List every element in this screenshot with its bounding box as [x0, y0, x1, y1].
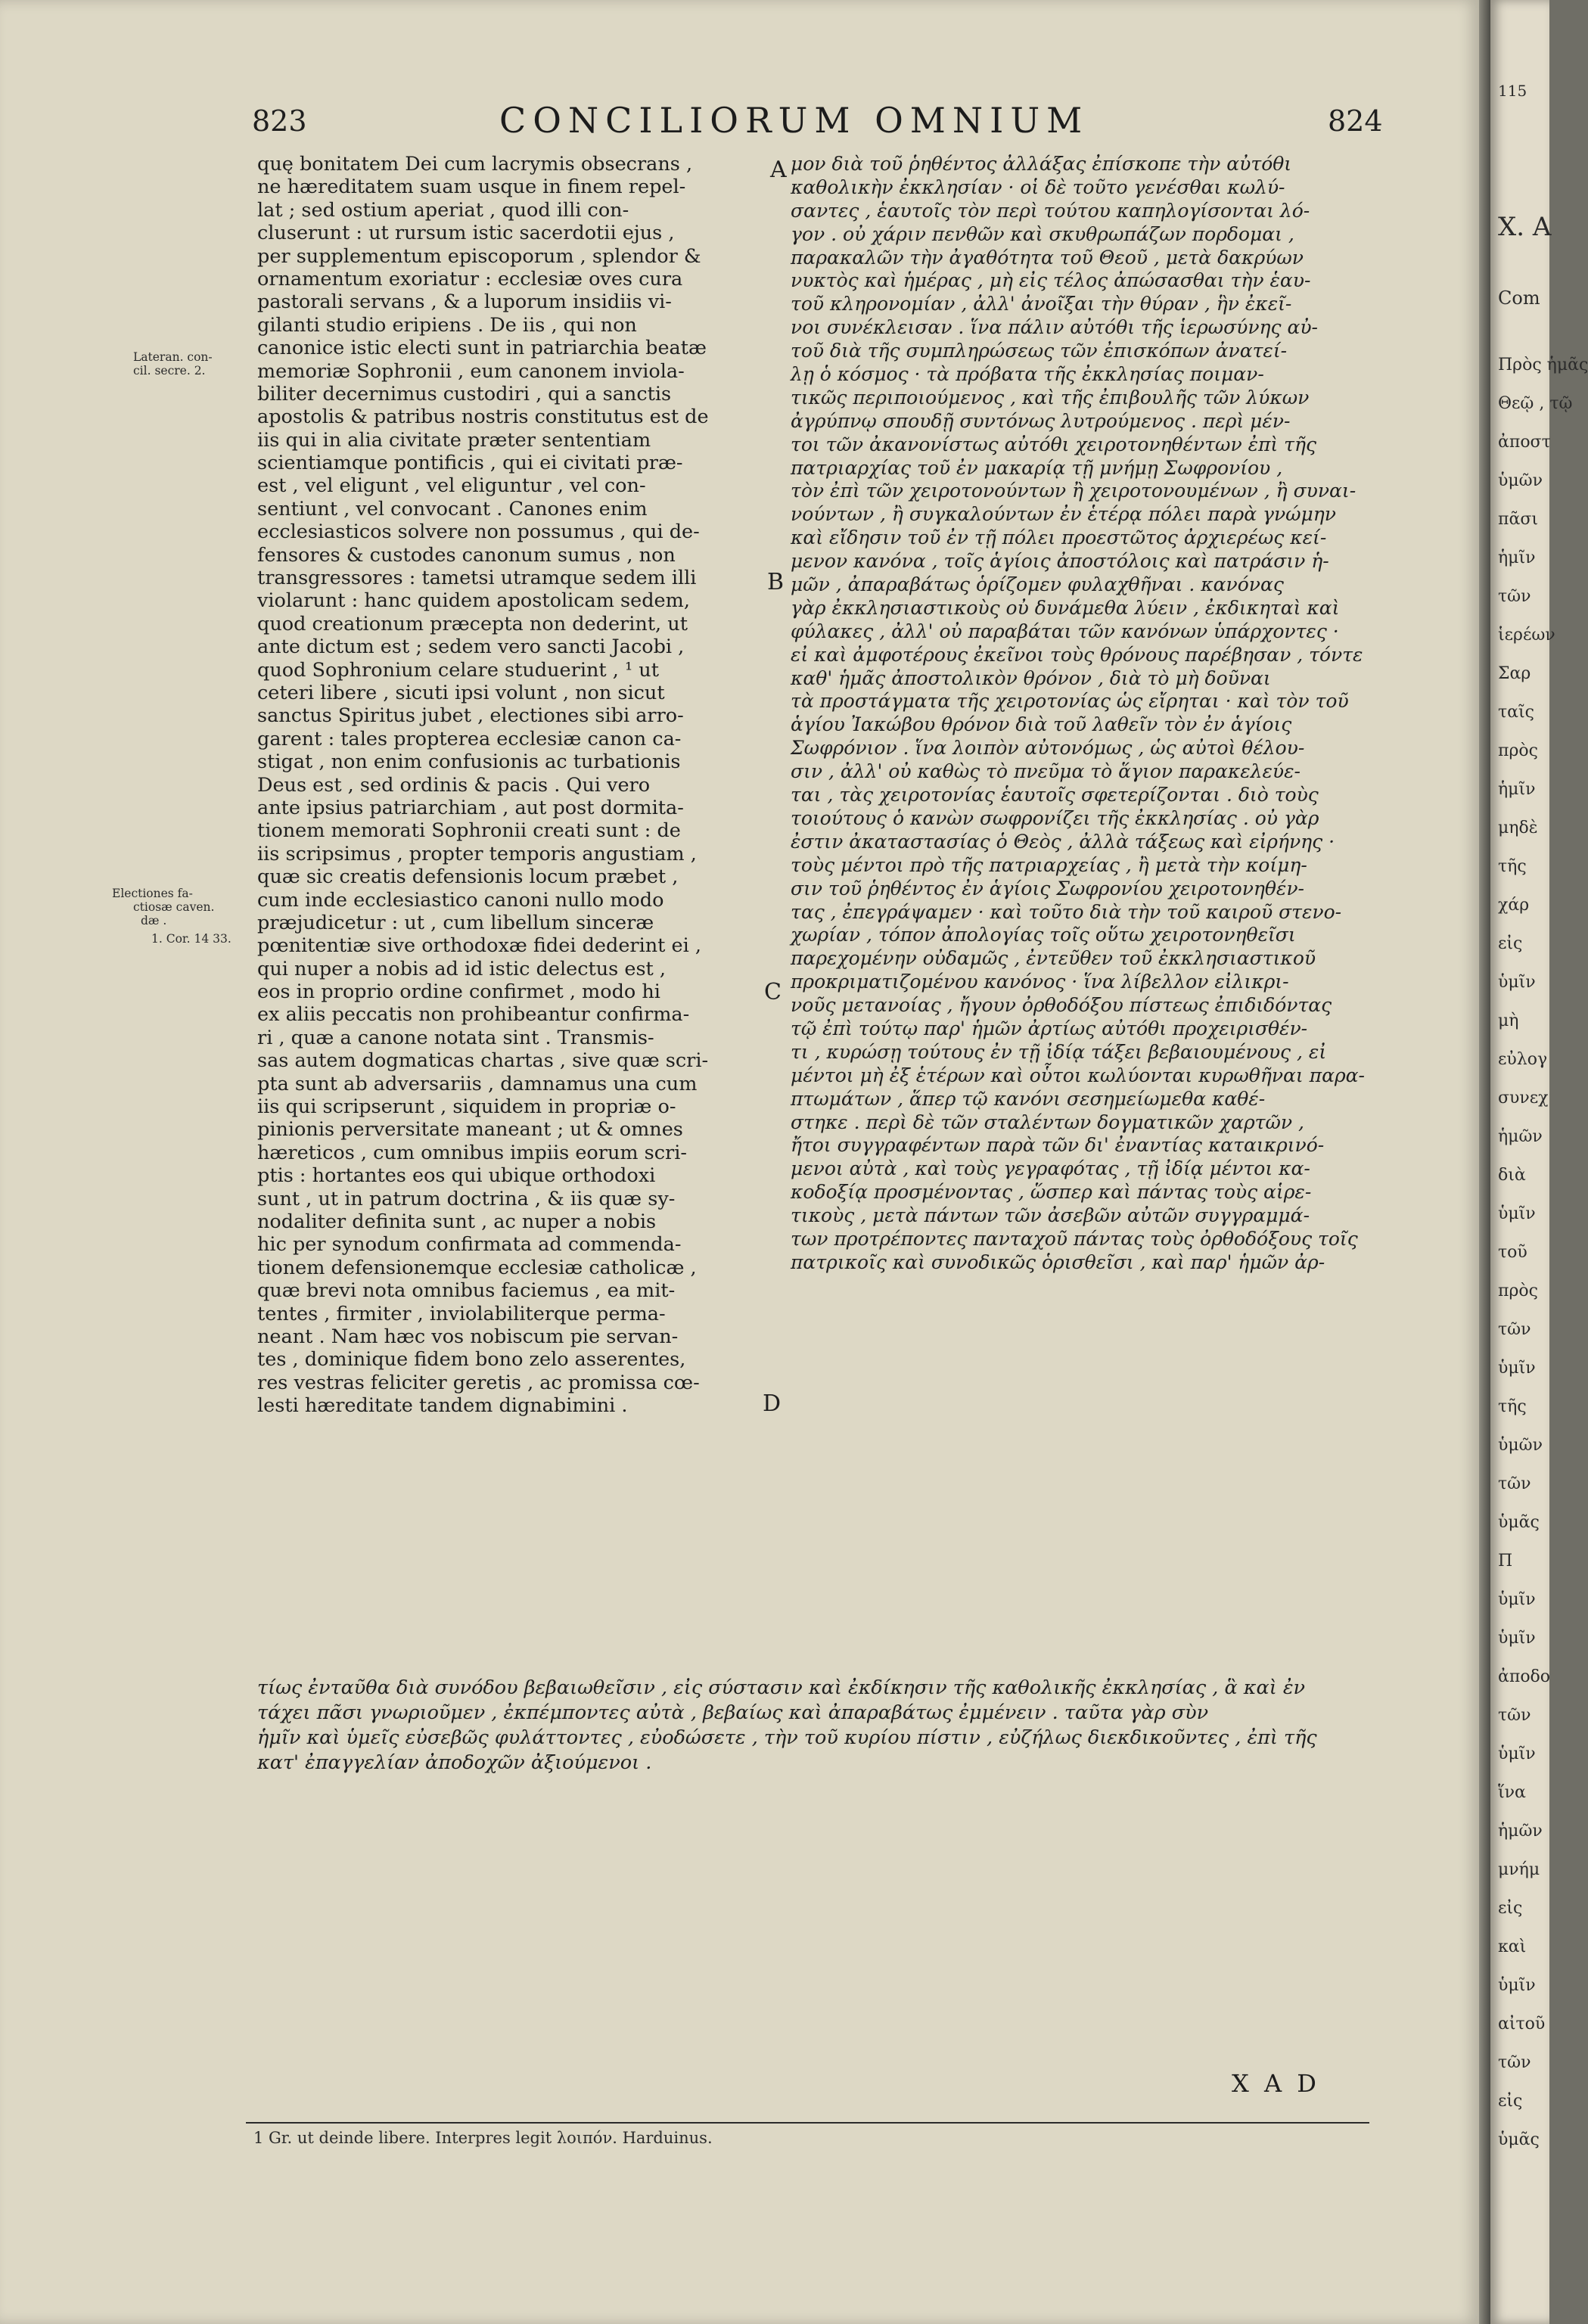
- facing-page-line: μὴ: [1498, 1011, 1519, 1030]
- facing-page-line: Θεῷ , τῷ: [1498, 394, 1573, 413]
- latin-line: ecclesiasticos solvere non possumus , qui de-: [257, 520, 700, 544]
- greek-line: σιν τοῦ ῥηθέντος ἐν ἁγίοις Σωφρονίου χειροτονηθέν-: [791, 877, 1304, 899]
- facing-page-edge: [1490, 0, 1588, 2324]
- greek-line: τας , ἐπεγράψαμεν · καὶ τοῦτο διὰ τὴν τοῦ καιροῦ στενο-: [791, 900, 1342, 923]
- facing-page-line: Π: [1498, 1552, 1513, 1571]
- latin-line: hic per synodum confirmata ad commenda-: [257, 1233, 682, 1257]
- greek-line: τι , κυρώσῃ τούτους ἐν τῇ ἰδίᾳ τάξει βεβαιουμένους , εἰ: [791, 1040, 1327, 1063]
- facing-page-line: ἱερέων: [1498, 626, 1555, 645]
- facing-page-line: ἀποδο: [1498, 1667, 1551, 1686]
- latin-line: tionem defensionemque ecclesiæ catholicæ ,: [257, 1256, 697, 1279]
- latin-line: ptis : hortantes eos qui ubique orthodoxi: [257, 1164, 656, 1188]
- latin-line: ex aliis peccatis non prohibeantur confirma-: [257, 1003, 690, 1027]
- latin-line: nodaliter definita sunt , ac nuper a nobis: [257, 1210, 657, 1233]
- facing-page-line: ὑμῖν: [1498, 1745, 1536, 1763]
- latin-line: est , vel eligunt , vel eliguntur , vel con-: [257, 474, 646, 498]
- margin-note-line: Lateran. con-: [133, 350, 213, 364]
- facing-page-line: εὐλογ: [1498, 1050, 1548, 1069]
- footnote: 1 Gr. ut deinde libere. Interpres legit λοιπόν. Harduinus.: [253, 2129, 713, 2147]
- greek-column: [791, 153, 1426, 1275]
- greek-line: Σωφρόνιον . ἵνα λοιπὸν αὐτονόμως , ὡς αὐτοὶ θέλου-: [791, 737, 1305, 760]
- facing-page-line: ἡμῶν: [1498, 1822, 1543, 1841]
- latin-line: cluserunt : ut rursum istic sacerdotii ejus ,: [257, 222, 675, 245]
- greek-line: μενον κανόνα , τοῖς ἁγίοις ἀποστόλοις καὶ πατράσιν ἡ-: [791, 550, 1329, 573]
- margin-note-line: dæ .: [141, 914, 167, 927]
- latin-line: ne hæreditatem suam usque in finem repel-: [257, 176, 686, 199]
- greek-line: παρεχομένην οὐδαμῶς , ἐντεῦθεν τοῦ ἐκκλησιαστικοῦ: [791, 947, 1316, 970]
- greek-line: τοῦ διὰ τῆς συμπληρώσεως τῶν ἐπισκόπων ἀνατεί-: [791, 340, 1288, 362]
- latin-line: lat ; sed ostium aperiat , quod illi con-: [257, 198, 629, 222]
- latin-line: iis scripsimus , propter temporis angustiam ,: [257, 842, 697, 865]
- margin-note-lateran: [133, 350, 213, 377]
- latin-line: apostolis & patribus nostris constitutus est de: [257, 405, 709, 429]
- facing-page-line: ἡμῖν: [1498, 780, 1536, 799]
- greek-line: τὰ προστάγματα τῆς χειροτονίας ὡς εἴρηται · καὶ τὸν τοῦ: [791, 690, 1349, 713]
- facing-page-line: διὰ: [1498, 1166, 1526, 1185]
- greek-line: καθ' ἡμᾶς ἀποστολικὸν θρόνον , διὰ τὸ μὴ δοῦναι: [791, 666, 1271, 689]
- facing-page-line: ὑμῶν: [1498, 471, 1543, 490]
- facing-page-line: αἰτοῦ: [1498, 2015, 1546, 2034]
- book-gutter: [1479, 0, 1490, 2324]
- facing-page-line: εἰς: [1498, 2092, 1523, 2111]
- greek-line: τοὺς μέντοι πρὸ τῆς πατριαρχείας , ἢ μετὰ τὴν κοίμη-: [791, 853, 1307, 876]
- page-number-right: 824: [1328, 104, 1383, 138]
- latin-line: qui nuper a nobis ad id istic delectus est ,: [257, 957, 667, 980]
- facing-page-number: 115: [1498, 82, 1527, 100]
- facing-page-line: ὑμῖν: [1498, 973, 1536, 992]
- running-title: CONCILIORUM OMNIUM: [499, 100, 1089, 141]
- facing-page-line: πᾶσι: [1498, 510, 1538, 529]
- latin-line: memoriæ Sophronii , eum canonem inviola-: [257, 359, 685, 383]
- facing-page-line: ὑμῖν: [1498, 1976, 1536, 1995]
- greek-line: ἐστιν ἀκαταστασίας ὁ Θεὸς , ἀλλὰ τάξεως καὶ εἰρήνης ·: [791, 830, 1335, 853]
- greek-line: νοι συνέκλεισαν . ἵνα πάλιν αὐτόθι τῆς ἱερωσύνης αὐ-: [791, 316, 1318, 339]
- facing-page-line: ἀποστ: [1498, 433, 1551, 452]
- facing-page-line: πρὸς: [1498, 741, 1538, 760]
- latin-line: quod creationum præcepta non dederint, ut: [257, 612, 688, 635]
- greek-line: των προτρέποντες πανταχοῦ πάντας τοὺς ὀρθοδόξους τοῖς: [791, 1227, 1358, 1250]
- greek-line: τικῶς περιποιούμενος , καὶ τῆς ἐπιβουλῆς τῶν λύκων: [791, 386, 1310, 409]
- facing-page-line: τῶν: [1498, 587, 1531, 606]
- greek-line: ται , τὰς χειροτονίας ἑαυτοῖς σφετερίζονται . διὸ τοὺς: [791, 784, 1319, 806]
- greek-line: νούντων , ἢ συγκαλούντων ἐν ἑτέρᾳ πόλει παρὰ γνώμην: [791, 503, 1336, 526]
- latin-line: Deus est , sed ordinis & pacis . Qui vero: [257, 773, 651, 797]
- margin-note-corinthians: 1. Cor. 14 33.: [151, 932, 232, 946]
- greek-line: σαντες , ἑαυτοῖς τὸν περὶ τούτου καπηλογίσονται λό-: [791, 199, 1310, 222]
- facing-page-line: ταῖς: [1498, 703, 1534, 722]
- margin-note-line: ctiosæ caven.: [133, 900, 215, 914]
- latin-line: neant . Nam hæc vos nobiscum pie servan-: [257, 1325, 679, 1348]
- facing-page-line: ἵνα: [1498, 1783, 1526, 1802]
- latin-line: quæ sic creatis defensionis locum præbet ,: [257, 865, 679, 889]
- facing-page-line: μηδὲ: [1498, 819, 1538, 837]
- facing-page-line: πρὸς: [1498, 1282, 1538, 1300]
- greek-line: λῃ ὁ κόσμος · τὰ πρόβατα τῆς ἐκκλησίας ποιμαν-: [791, 363, 1264, 386]
- greek-line: καὶ εἴδησιν τοῦ ἐν τῇ πόλει προεστῶτος ἀρχιερέως κεί-: [791, 527, 1327, 549]
- facing-page-line: συνεχ: [1498, 1089, 1549, 1108]
- greek-continuation-line: τίως ἐνταῦθα διὰ συνόδου βεβαιωθεῖσιν , εἰς σύστασιν καὶ ἐκδίκησιν τῆς καθολικῆς ἐκκλησίας , ἃ καὶ ἐν: [257, 1676, 1306, 1699]
- greek-line: προκριματιζομένου κανόνος · ἵνα λίβελλον εἰλικρι-: [791, 971, 1289, 993]
- margin-note-line: cil. secre. 2.: [133, 364, 206, 377]
- running-header: [0, 98, 1479, 151]
- latin-line: ornamentum exoriatur : ecclesiæ oves cura: [257, 267, 683, 290]
- greek-line: τοι τῶν ἀκανονίστως αὐτόθι χειροτονηθέντων ἐπὶ τῆς: [791, 433, 1316, 455]
- greek-line: τοῦ κληρονομίαν , ἀλλ' ἀνοῖξαι τὴν θύραν , ἣν ἐκεῖ-: [791, 293, 1292, 315]
- facing-page-line: Πρὸς ἡμᾶς: [1498, 356, 1588, 374]
- greek-line: γὰρ ἐκκλησιαστικοὺς οὐ δυνάμεθα λύειν , ἐκδικηταὶ καὶ: [791, 596, 1340, 619]
- greek-continuation-line: τάχει πᾶσι γνωριοῦμεν , ἐκπέμποντες αὐτὰ , βεβαίως καὶ ἀπαραβάτως ἐμμένειν . ταῦτα γὰρ σὺν: [257, 1701, 1209, 1724]
- section-letter-b: B: [767, 569, 785, 595]
- greek-line: ἀγρύπνῳ σπουδῇ συντόνως λυτρούμενος . περὶ μέν-: [791, 409, 1291, 432]
- latin-line: quod Sophronium celare studuerint , ¹ ut: [257, 658, 659, 682]
- greek-continuation-line: ἡμῖν καὶ ὑμεῖς εὐσεβῶς φυλάττοντες , εὐοδώσετε , τὴν τοῦ κυρίου πίστιν , εὐζήλως διεκδικοῦντες , ἐπὶ τῆς: [257, 1726, 1317, 1749]
- greek-line: ἁγίου Ἰακώβου θρόνον διὰ τοῦ λαθεῖν τὸν ἐν ἁγίοις: [791, 713, 1292, 736]
- latin-line: cum inde ecclesiastico canoni nullo modo: [257, 888, 664, 912]
- latin-line: ante ipsius patriarchiam , aut post dormita-: [257, 796, 684, 819]
- facing-page-line: μνήμ: [1498, 1860, 1540, 1879]
- section-letter-a: A: [770, 157, 787, 183]
- catchword: X A D: [1232, 2069, 1320, 2098]
- latin-line: quæ brevi nota omnibus faciemus , ea mit-: [257, 1279, 676, 1303]
- margin-note-electiones: [112, 887, 214, 927]
- latin-line: tionem memorati Sophronii creati sunt : de: [257, 819, 681, 843]
- greek-line: νυκτὸς καὶ ἡμέρας , μὴ εἰς τέλος ἀπώσασθαι τὴν ἑαυ-: [791, 269, 1311, 292]
- latin-line: iis qui scripserunt , siquidem in propriæ o-: [257, 1095, 676, 1119]
- latin-line: gilanti studio eripiens . De iis , qui non: [257, 313, 637, 337]
- latin-line: transgressores : tametsi utramque sedem illi: [257, 567, 697, 590]
- facing-page-line: χάρ: [1498, 896, 1530, 915]
- latin-line: biliter decernimus custodiri , qui a sanctis: [257, 382, 672, 405]
- greek-line: ἤτοι συγγραφέντων παρὰ τῶν δι' ἐναντίας καταικρινό-: [791, 1134, 1325, 1157]
- facing-page-line: ἡμῖν: [1498, 548, 1536, 567]
- latin-line: sas autem dogmaticas chartas , sive quæ scri-: [257, 1049, 709, 1073]
- greek-line: τῷ ἐπὶ τούτῳ παρ' ἡμῶν ἀρτίως αὐτόθι προχειρισθέν-: [791, 1017, 1308, 1039]
- facing-page-line: τοῦ: [1498, 1243, 1527, 1262]
- latin-line: præjudicetur : ut , cum libellum sinceræ: [257, 911, 654, 934]
- facing-page-line: τῆς: [1498, 857, 1527, 876]
- latin-line: scientiamque pontificis , qui ei civitati præ-: [257, 452, 683, 475]
- facing-page-line: εἰς: [1498, 934, 1523, 953]
- facing-page-line: ὑμῶν: [1498, 1436, 1543, 1455]
- latin-line: eos in proprio ordine confirmet , modo hi: [257, 980, 660, 1004]
- greek-line: χωρίαν , τόπον ἀπολογίας τοῖς οὕτω χειροτονηθεῖσι: [791, 924, 1296, 946]
- latin-line: stigat , non enim confusionis ac turbationis: [257, 750, 681, 774]
- greek-line: μον διὰ τοῦ ῥηθέντος ἀλλάξας ἐπίσκοπε τὴν αὐτόθι: [791, 153, 1292, 175]
- margin-note-line: Electiones fa-: [112, 887, 193, 900]
- facing-page-line: τῶν: [1498, 1320, 1531, 1339]
- facing-page-line: ὑμῖν: [1498, 1629, 1536, 1648]
- latin-line: per supplementum episcoporum , splendor &: [257, 244, 701, 268]
- greek-line: εἰ καὶ ἀμφοτέρους ἐκεῖνοι τοὺς θρόνους παρέβησαν , τόντε: [791, 643, 1363, 666]
- facing-page-line: ὑμῖν: [1498, 1359, 1536, 1378]
- latin-line: pta sunt ab adversariis , damnamus una cum: [257, 1072, 698, 1095]
- latin-column: [257, 153, 766, 1417]
- latin-line: pastorali servans , & a luporum insidiis vi-: [257, 290, 672, 314]
- latin-line: ceteri libere , sicuti ipsi volunt , non sicut: [257, 681, 665, 704]
- facing-page-line: τῶν: [1498, 2053, 1531, 2072]
- section-letter-c: C: [764, 979, 782, 1005]
- latin-line: ri , quæ a canone notata sint . Transmis-: [257, 1026, 654, 1049]
- latin-line: res vestras feliciter geretis , ac promissa cœ-: [257, 1371, 700, 1394]
- facing-page-line: Σαρ: [1498, 664, 1531, 683]
- facing-page-line: εἰς: [1498, 1899, 1523, 1918]
- footnote-rule: [246, 2122, 1369, 2124]
- facing-page-line: ὑμῖν: [1498, 1204, 1536, 1223]
- greek-line: στηκε . περὶ δὲ τῶν σταλέντων δογματικῶν χαρτῶν ,: [791, 1111, 1304, 1133]
- facing-page-line: ὑμᾶς: [1498, 2130, 1540, 2149]
- greek-line: πατριαρχίας τοῦ ἐν μακαρίᾳ τῇ μνήμῃ Σωφρονίου ,: [791, 456, 1283, 479]
- facing-page-line: τῶν: [1498, 1706, 1531, 1725]
- facing-page-subheading: Com: [1498, 287, 1540, 309]
- latin-line: pœnitentiæ sive orthodoxæ fidei dederint ei ,: [257, 934, 701, 958]
- section-letter-d: D: [763, 1390, 782, 1417]
- facing-page-line: τῆς: [1498, 1397, 1527, 1416]
- greek-line: φύλακες , ἀλλ' οὐ παραβάται τῶν κανόνων ὑπάρχοντες ·: [791, 620, 1339, 642]
- greek-line: παρακαλῶν τὴν ἀγαθότητα τοῦ Θεοῦ , μετὰ δακρύων: [791, 246, 1304, 269]
- latin-line: sanctus Spiritus jubet , electiones sibi arro-: [257, 704, 684, 728]
- greek-line: σιν , ἀλλ' οὐ καθὼς τὸ πνεῦμα τὸ ἅγιον παρακελεύε-: [791, 760, 1301, 783]
- latin-line: violarunt : hanc quidem apostolicam sedem,: [257, 589, 690, 613]
- latin-line: quę bonitatem Dei cum lacrymis obsecrans ,: [257, 153, 693, 176]
- greek-line: πτωμάτων , ἅπερ τῷ κανόνι σεσημείωμεθα καθέ-: [791, 1087, 1266, 1110]
- greek-line: μῶν , ἀπαραβάτως ὁρίζομεν φυλαχθῆναι . κανόνας: [791, 573, 1284, 596]
- latin-line: lesti hæreditate tandem dignabimini .: [257, 1394, 628, 1418]
- latin-line: hæreticos , cum omnibus impiis eorum scri-: [257, 1141, 687, 1164]
- facing-page-line: τῶν: [1498, 1474, 1531, 1493]
- latin-line: iis qui in alia civitate præter sententiam: [257, 428, 651, 452]
- page-number-left: 823: [252, 104, 307, 138]
- greek-line: μέντοι μὴ ἐξ ἑτέρων καὶ οὗτοι κωλύονται κυρωθῆναι παρα-: [791, 1064, 1365, 1086]
- facing-page-line: ὑμῖν: [1498, 1590, 1536, 1609]
- latin-line: fensores & custodes canonum sumus , non: [257, 543, 676, 567]
- greek-line: μενοι αὐτὰ , καὶ τοὺς γεγραφότας , τῇ ἰδίᾳ μέντοι κα-: [791, 1157, 1310, 1180]
- facing-page-line: καὶ: [1498, 1937, 1527, 1956]
- greek-line: τοιούτους ὁ κανὼν σωφρονίζει τῆς ἐκκλησίας . οὐ γὰρ: [791, 806, 1319, 829]
- latin-line: sentiunt , vel convocant . Canones enim: [257, 497, 648, 520]
- greek-continuation-line: κατ' ἐπαγγελίαν ἀποδοχῶν ἀξιούμενοι .: [257, 1751, 652, 1774]
- latin-line: canonice istic electi sunt in patriarchia beatæ: [257, 337, 707, 360]
- greek-line: πατρικοῖς καὶ συνοδικῶς ὁρισθεῖσι , καὶ παρ' ἡμῶν ἀρ-: [791, 1251, 1325, 1273]
- latin-line: pinionis perversitate maneant ; ut & omnes: [257, 1118, 683, 1142]
- greek-line: νοῦς μετανοίας , ἤγουν ὀρθοδόξου πίστεως ἐπιδιδόντας: [791, 994, 1332, 1017]
- facing-page-line: ὑμᾶς: [1498, 1513, 1540, 1532]
- facing-page-line: ἡμῶν: [1498, 1127, 1543, 1146]
- greek-line: γον . οὐ χάριν πενθῶν καὶ σκυθρωπάζων πορδομαι ,: [791, 222, 1294, 245]
- latin-line: sunt , ut in patrum doctrina , & iis quæ sy-: [257, 1187, 676, 1210]
- latin-line: tes , dominique fidem bono zelo asserentes,: [257, 1348, 686, 1372]
- facing-page-heading: X. A: [1498, 212, 1552, 242]
- latin-line: ante dictum est ; sedem vero sancti Jacobi ,: [257, 635, 685, 659]
- latin-line: garent : tales propterea ecclesiæ canon ca-: [257, 727, 682, 750]
- greek-line: κοδοξίᾳ προσμένοντας , ὥσπερ καὶ πάντας τοὺς αἱρε-: [791, 1181, 1312, 1204]
- greek-line: καθολικὴν ἐκκλησίαν · οἱ δὲ τοῦτο γενέσθαι κωλύ-: [791, 176, 1285, 198]
- greek-line: τικοὺς , μετὰ πάντων τῶν ἀσεβῶν αὐτῶν συγγραμμά-: [791, 1204, 1310, 1227]
- greek-line: τὸν ἐπὶ τῶν χειροτονούντων ἢ χειροτονουμένων , ἢ συναι-: [791, 480, 1356, 502]
- latin-line: tentes , firmiter , inviolabiliterque perma-: [257, 1302, 666, 1325]
- greek-continuation: [257, 1676, 1426, 1776]
